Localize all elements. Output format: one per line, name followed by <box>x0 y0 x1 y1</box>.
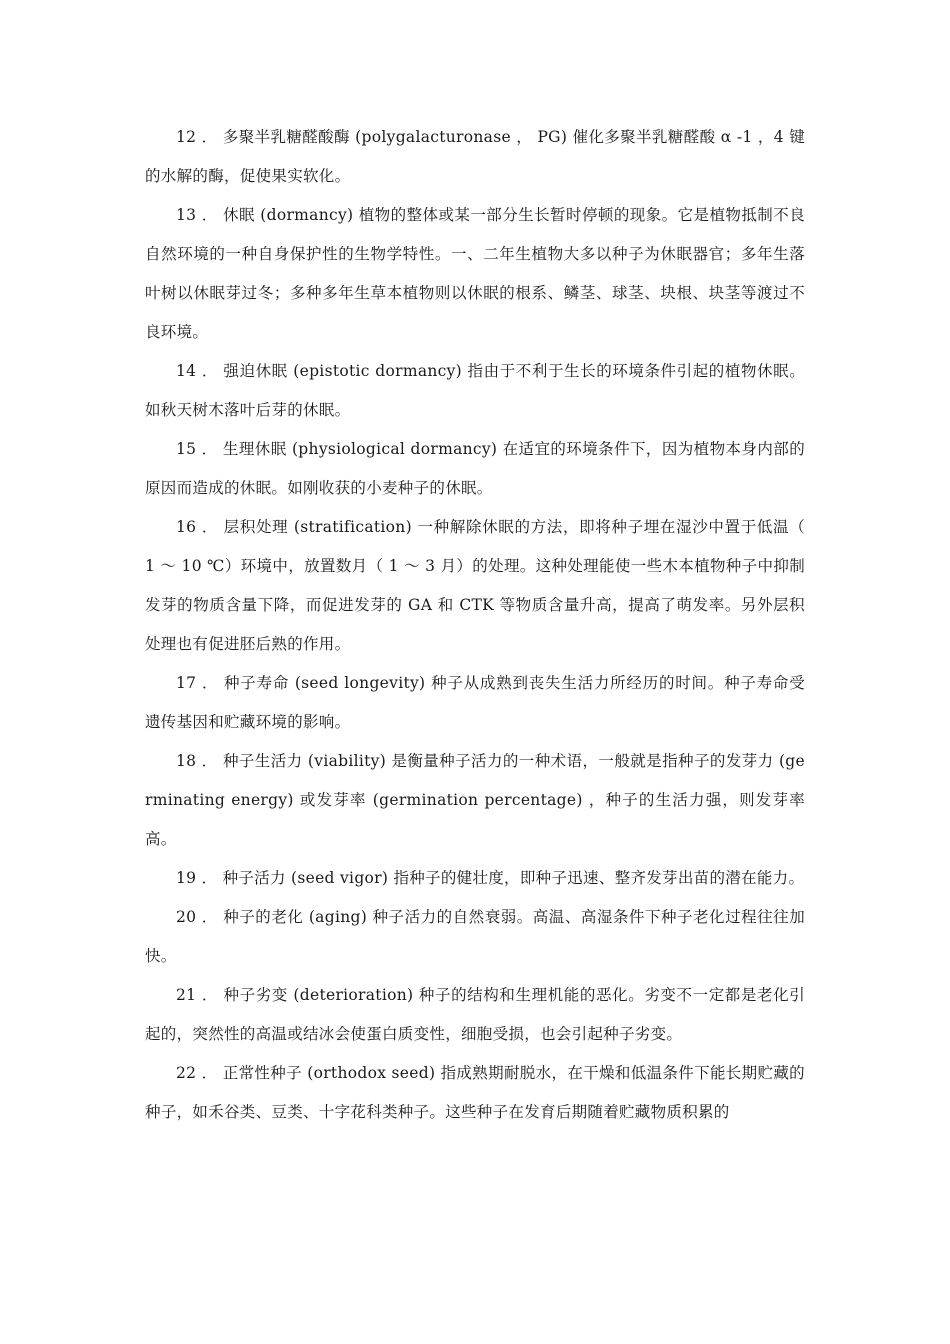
paragraph-term-17: 17 ． 种子寿命 (seed longevity) 种子从成熟到丧失生活力所经历的时间。种子寿命受遗传基因和贮藏环境的影响。 <box>145 674 805 731</box>
paragraph-term-13: 13 ． 休眠 (dormancy) 植物的整体或某一部分生长暂时停顿的现象。它是植物抵制不良自然环境的一种自身保护性的生物学特性。一、二年生植物大多以种子为休眠器官；多年生落叶树以休眠芽过冬；多种多年生草本植物则以休眠的根系、鳞茎、球茎、块根、块茎等渡过不良环境。 <box>145 206 805 341</box>
document-body <box>145 118 805 1132</box>
paragraph-term-14: 14 ． 强迫休眠 (epistotic dormancy) 指由于不利于生长的环境条件引起的植物休眠。如秋天树木落叶后芽的休眠。 <box>145 362 805 419</box>
paragraph-term-18: 18 ． 种子生活力 (viability) 是衡量种子活力的一种术语，一般就是指种子的发芽力 (germinating energy) 或发芽率 (germination percentage) ，种子的生活力强，则发芽率高。 <box>145 752 805 848</box>
paragraph-term-15: 15 ． 生理休眠 (physiological dormancy) 在适宜的环境条件下，因为植物本身内部的原因而造成的休眠。如刚收获的小麦种子的休眠。 <box>145 440 805 497</box>
paragraph-term-12: 12 ． 多聚半乳糖醛酸酶 (polygalacturonase ， PG) 催化多聚半乳糖醛酸 α -1 ，4 键的水解的酶，促使果实软化。 <box>145 128 805 185</box>
paragraph-term-21: 21 ． 种子劣变 (deterioration) 种子的结构和生理机能的恶化。劣变不一定都是老化引起的，突然性的高温或结冰会使蛋白质变性，细胞受损，也会引起种子劣变。 <box>145 986 805 1043</box>
paragraph-term-16: 16 ． 层积处理 (stratification) 一种解除休眠的方法，即将种子埋在湿沙中置于低温（ 1 ～ 10 ℃）环境中，放置数月（ 1 ～ 3 月）的处理。这种处理能使一些木本植物种子中抑制发芽的物质含量下降，而促进发芽的 GA 和 CTK 等物质含量升高，提高了萌发率。另外层积处理也有促进胚后熟的作用。 <box>145 518 805 653</box>
paragraph-term-20: 20 ． 种子的老化 (aging) 种子活力的自然衰弱。高温、高湿条件下种子老化过程往往加快。 <box>145 908 805 965</box>
paragraph-term-19: 19 ． 种子活力 (seed vigor) 指种子的健壮度，即种子迅速、整齐发芽出苗的潜在能力。 <box>176 869 805 887</box>
paragraph-term-22: 22 ． 正常性种子 (orthodox seed) 指成熟期耐脱水，在干燥和低温条件下能长期贮藏的种子，如禾谷类、豆类、十字花科类种子。这些种子在发育后期随着贮藏物质积累的 <box>145 1064 805 1121</box>
